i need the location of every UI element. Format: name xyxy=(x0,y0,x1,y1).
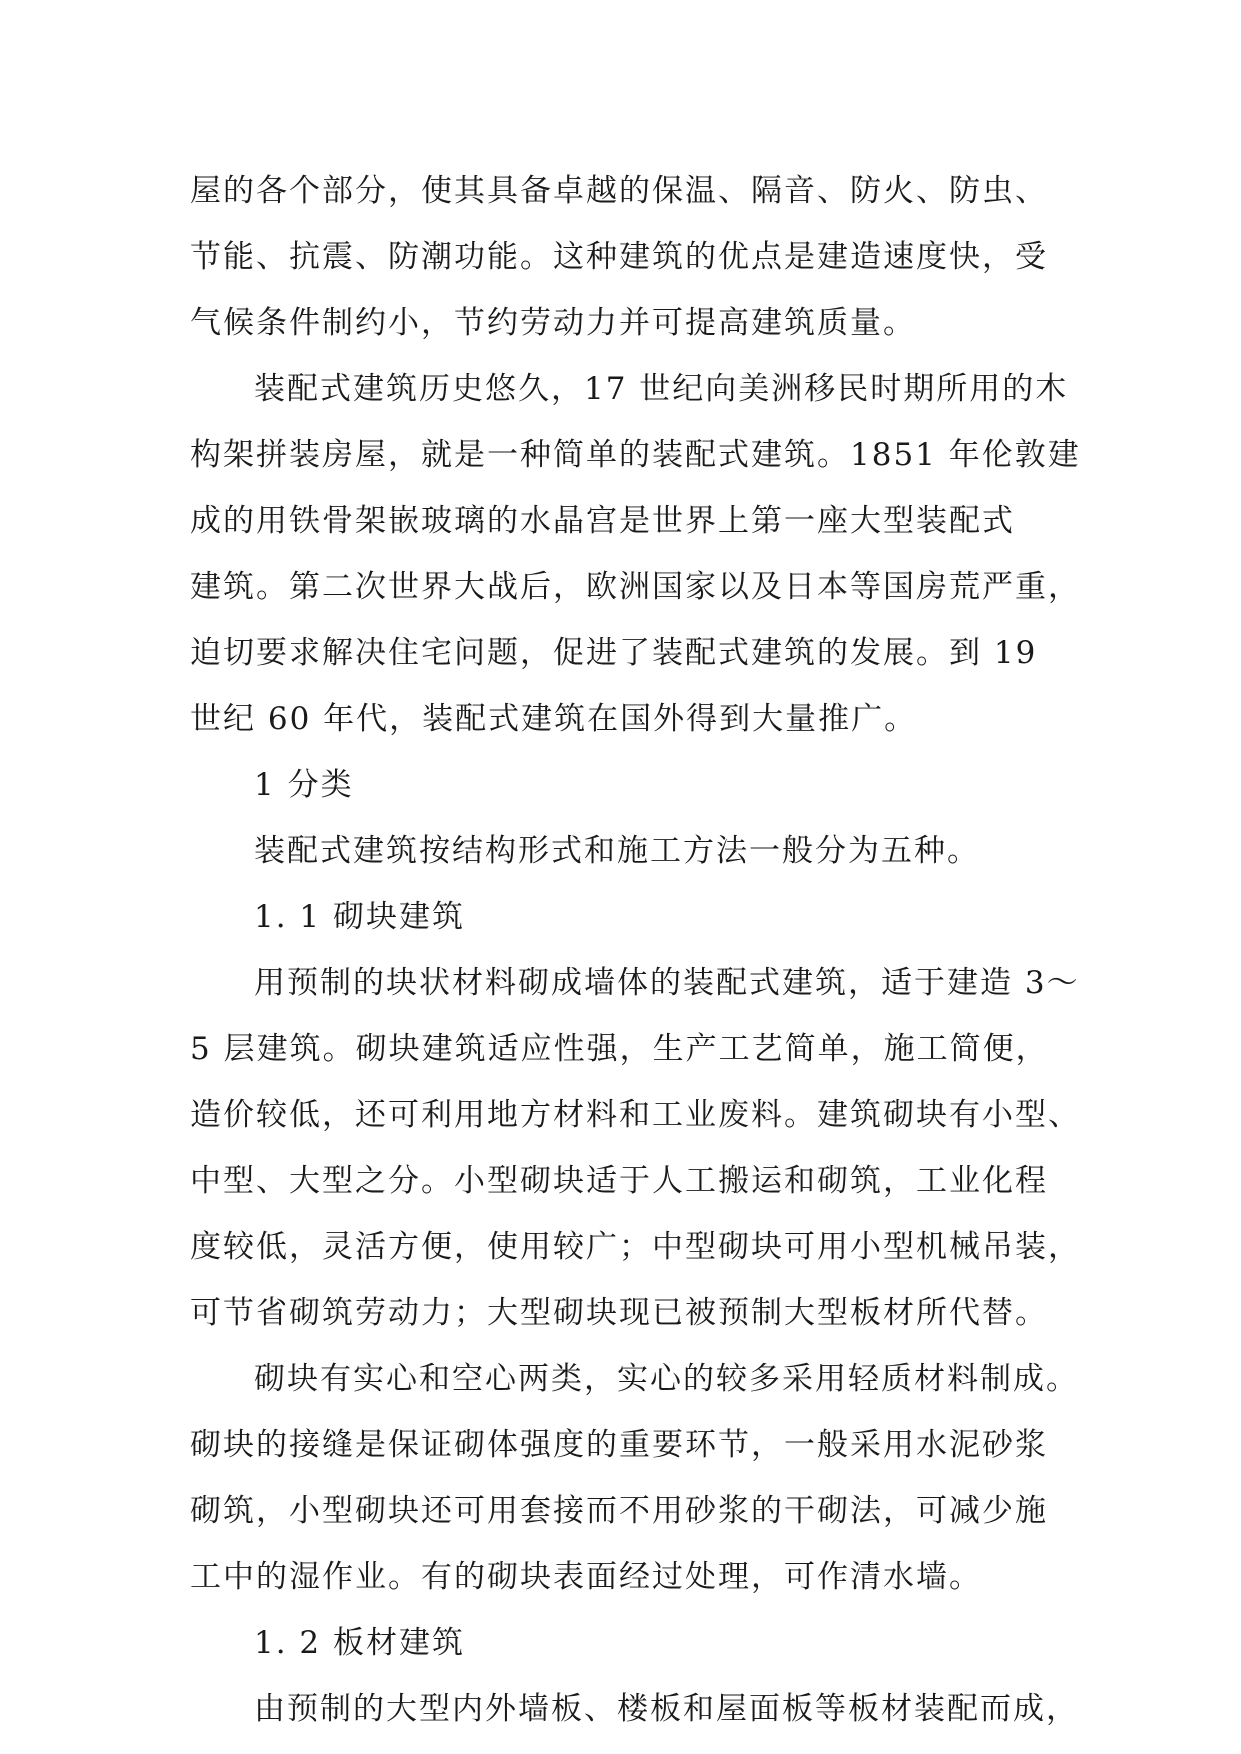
paragraph-line: 节能、抗震、防潮功能。这种建筑的优点是建造速度快，受 xyxy=(190,239,1048,275)
paragraph-line: 5 层建筑。砌块建筑适应性强，生产工艺简单，施工简便， xyxy=(190,1031,1049,1067)
paragraph-line: 世纪 60 年代，装配式建筑在国外得到大量推广。 xyxy=(190,701,918,737)
paragraph-line: 气候条件制约小，节约劳动力并可提高建筑质量。 xyxy=(190,305,916,341)
paragraph-line: 砌筑，小型砌块还可用套接而不用砂浆的干砌法，可减少施 xyxy=(190,1493,1048,1529)
document-body xyxy=(190,158,1081,1742)
paragraph-line: 成的用铁骨架嵌玻璃的水晶宫是世界上第一座大型装配式 xyxy=(190,503,1015,539)
paragraph-line: 由预制的大型内外墙板、楼板和屋面板等板材装配而成， xyxy=(254,1691,1079,1727)
paragraph-line: 建筑。第二次世界大战后，欧洲国家以及日本等国房荒严重， xyxy=(190,569,1081,605)
section-heading: 1 分类 xyxy=(254,767,354,803)
subsection-heading: 1. 1 砌块建筑 xyxy=(254,899,466,935)
paragraph-line: 迫切要求解决住宅问题，促进了装配式建筑的发展。到 19 xyxy=(190,635,1038,671)
paragraph-line: 可节省砌筑劳动力；大型砌块现已被预制大型板材所代替。 xyxy=(190,1295,1048,1331)
paragraph-line: 造价较低，还可利用地方材料和工业废料。建筑砌块有小型、 xyxy=(190,1097,1081,1133)
paragraph-line: 用预制的块状材料砌成墙体的装配式建筑，适于建造 3～ xyxy=(254,965,1080,1001)
paragraph-line: 构架拼装房屋，就是一种简单的装配式建筑。1851 年伦敦建 xyxy=(190,437,1081,473)
paragraph-line: 装配式建筑按结构形式和施工方法一般分为五种。 xyxy=(254,833,980,869)
paragraph-line: 工中的湿作业。有的砌块表面经过处理，可作清水墙。 xyxy=(190,1559,982,1595)
paragraph-line: 屋的各个部分，使其具备卓越的保温、隔音、防火、防虫、 xyxy=(190,173,1048,209)
paragraph-line: 砌块有实心和空心两类，实心的较多采用轻质材料制成。 xyxy=(254,1361,1079,1397)
paragraph-line: 装配式建筑历史悠久，17 世纪向美洲移民时期所用的木 xyxy=(254,371,1069,407)
paragraph-line: 砌块的接缝是保证砌体强度的重要环节，一般采用水泥砂浆 xyxy=(190,1427,1048,1463)
paragraph-line: 中型、大型之分。小型砌块适于人工搬运和砌筑，工业化程 xyxy=(190,1163,1048,1199)
subsection-heading: 1. 2 板材建筑 xyxy=(254,1625,466,1661)
paragraph-line: 度较低，灵活方便，使用较广；中型砌块可用小型机械吊装， xyxy=(190,1229,1081,1265)
